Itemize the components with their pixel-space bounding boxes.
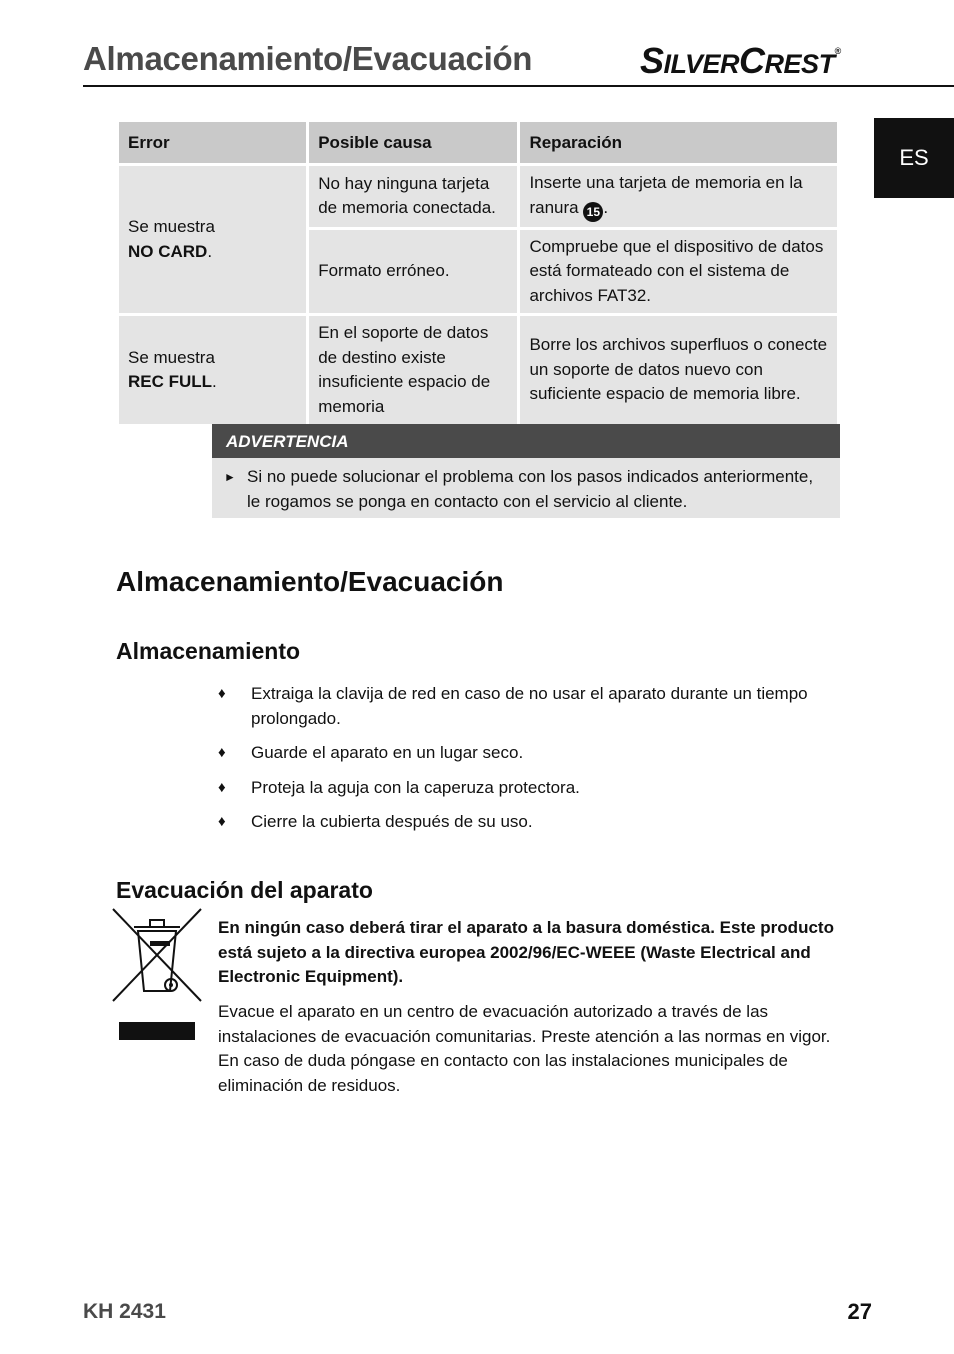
header-divider <box>83 85 954 87</box>
reference-number-badge: 15 <box>583 202 603 222</box>
list-item <box>218 776 840 801</box>
error-code: REC FULL <box>128 372 213 391</box>
crossed-out-wheelie-bin-icon <box>110 907 204 1003</box>
repair-cell: Compruebe que el dispositivo de datos está formateado con el sistema de archivos FAT32. <box>519 228 839 315</box>
page-header-title: Almacenamiento/Evacuación <box>83 40 533 77</box>
warning-text: Si no puede solucionar el problema con los pasos indicados anteriormente, le rogamos se ponga en contacto con el servicio al cliente. <box>247 467 814 511</box>
section-title: Almacenamiento/Evacuación <box>116 566 504 597</box>
disposal-instructions: Evacue el aparato en un centro de evacuación autorizado a través de las instalaciones de evacuación comunitarias. Preste atención a las normas en vigor. En caso de duda póngase en contacto con las instalaciones municipales de eliminación de residuos. <box>218 1002 831 1095</box>
list-item <box>218 810 840 835</box>
column-header-cause: Posible causa <box>308 121 519 165</box>
page-number: 27 <box>847 1299 872 1324</box>
arrow-right-icon: ► <box>224 470 236 484</box>
cause-cell: Formato erróneo. <box>308 228 519 315</box>
table-row <box>118 165 839 229</box>
diamond-bullet-icon: ♦ <box>218 685 226 702</box>
cause-cell: No hay ninguna tarjeta de memoria conectada. <box>308 165 519 229</box>
storage-heading: Almacenamiento <box>116 638 301 664</box>
brand-letters: ILVER <box>663 49 740 79</box>
column-header-error: Error <box>118 121 308 165</box>
list-item-text: Proteja la aguja con la caperuza protectora. <box>251 777 580 797</box>
brand-letters: REST <box>764 49 835 79</box>
repair-cell: Borre los archivos superfluos o conecte un soporte de datos nuevo con suficiente espacio de memoria libre. <box>519 315 839 426</box>
troubleshooting-table <box>116 119 840 427</box>
error-prefix: Se muestra <box>128 217 215 236</box>
list-item-text: Guarde el aparato en un lugar seco. <box>251 743 524 762</box>
error-code: NO CARD <box>128 241 208 261</box>
table-header-row <box>118 121 839 165</box>
diamond-bullet-icon: ♦ <box>218 778 226 796</box>
list-item <box>218 741 840 766</box>
table-row <box>118 315 839 426</box>
brand-logo <box>640 40 841 82</box>
list-item-text: Cierre la cubierta después de su uso. <box>251 812 533 831</box>
error-cell: Se muestra REC FULL. <box>118 315 308 426</box>
error-prefix: Se muestra <box>128 347 215 367</box>
repair-cell: Inserte una tarjeta de memoria en la ranura 15 . <box>519 165 839 229</box>
column-header-repair: Reparación <box>519 121 839 165</box>
error-cell: Se muestra NO CARD. <box>118 165 308 315</box>
brand-letter: S <box>640 40 664 81</box>
warning-body <box>212 458 840 514</box>
disposal-heading: Evacuación del aparato <box>116 877 373 903</box>
disposal-notice: En ningún caso deberá tirar el aparato a la basura doméstica. Este producto está sujeto a la directiva europea 2002/96/EC-WEEE (Waste Electrical and Electronic Equipment). <box>218 918 834 986</box>
storage-list <box>218 682 840 835</box>
repair-text: Inserte una tarjeta de memoria en la ranura <box>529 173 803 217</box>
bin-symbol-underline <box>119 1022 195 1040</box>
list-item-text: Extraiga la clavija de red en caso de no usar el aparato durante un tiempo prolongado. <box>251 684 808 728</box>
list-item <box>218 682 840 731</box>
footer-model-number: KH 2431 <box>83 1300 166 1323</box>
diamond-bullet-icon: ♦ <box>218 813 226 830</box>
registered-mark: ® <box>834 46 841 56</box>
diamond-bullet-icon: ♦ <box>218 744 226 761</box>
warning-title: ADVERTENCIA <box>212 424 840 458</box>
cause-cell: En el soporte de datos de destino existe insuficiente espacio de memoria <box>308 315 519 426</box>
brand-letter: C <box>739 40 765 81</box>
warning-box <box>212 424 840 518</box>
language-tab: ES <box>874 118 954 198</box>
